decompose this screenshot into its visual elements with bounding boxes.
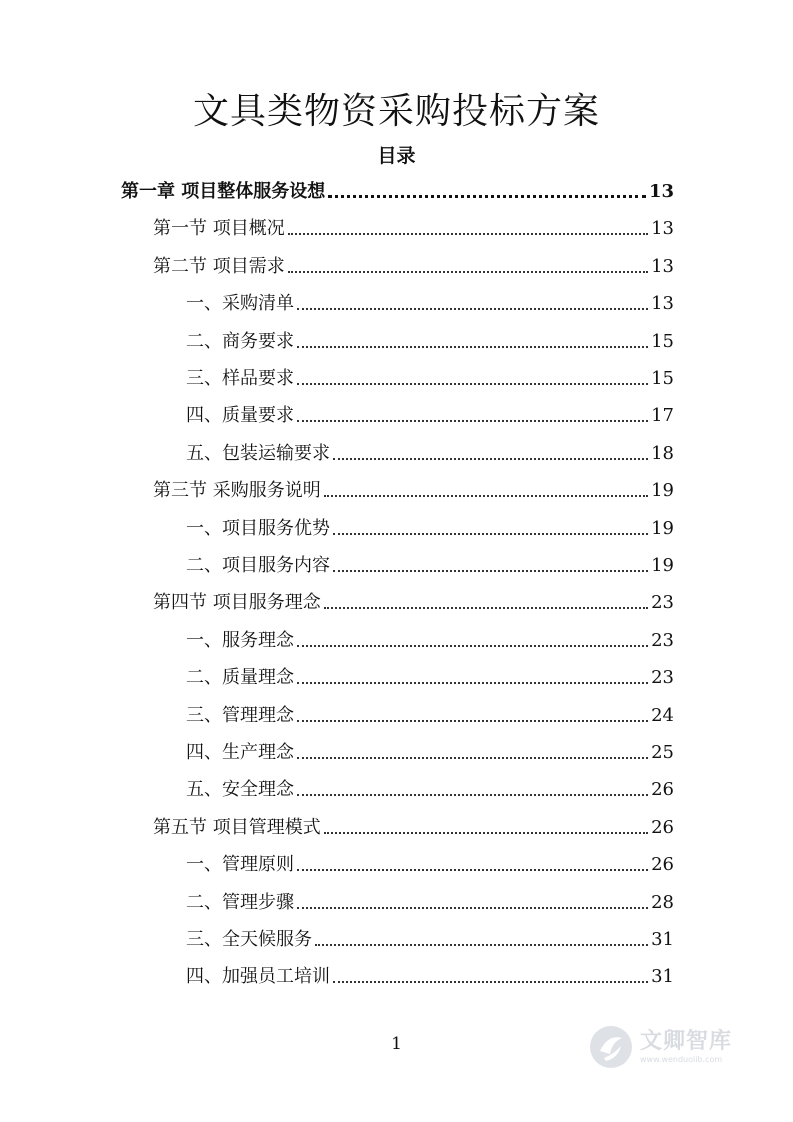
toc-dot-leader bbox=[297, 682, 648, 684]
toc-entry-page: 15 bbox=[651, 368, 674, 389]
toc-entry-label: 二、商务要求 bbox=[186, 330, 294, 352]
toc-entry-page: 23 bbox=[651, 592, 674, 614]
toc-dot-leader bbox=[288, 271, 648, 273]
toc-entry-label: 二、项目服务内容 bbox=[186, 555, 330, 576]
toc-entry[interactable] bbox=[186, 702, 674, 728]
toc-entry-page: 23 bbox=[651, 629, 674, 651]
toc-entry-label: 三、管理理念 bbox=[186, 704, 294, 726]
toc-entry[interactable] bbox=[186, 365, 674, 391]
toc-entry-label: 四、加强员工培训 bbox=[186, 966, 330, 988]
toc-entry[interactable] bbox=[186, 776, 674, 802]
toc-dot-leader bbox=[333, 981, 648, 983]
watermark-url: www.wenduolib.com bbox=[640, 1055, 723, 1064]
toc-entry-label: 第三节 采购服务说明 bbox=[153, 480, 321, 502]
toc-entry-page: 26 bbox=[651, 816, 674, 838]
toc-entry-page: 25 bbox=[651, 742, 674, 763]
toc-entry-page: 13 bbox=[651, 255, 674, 277]
toc-entry[interactable] bbox=[186, 290, 674, 316]
toc-entry-page: 31 bbox=[651, 929, 674, 950]
toc-entry-page: 24 bbox=[651, 704, 674, 726]
toc-dot-leader bbox=[333, 533, 648, 535]
toc-entry[interactable] bbox=[186, 963, 674, 989]
toc-dot-leader bbox=[297, 869, 648, 871]
toc-entry-label: 第四节 项目服务理念 bbox=[153, 592, 321, 614]
toc-entry-label: 一、采购清单 bbox=[186, 293, 294, 315]
toc-dot-leader bbox=[324, 832, 648, 834]
toc-entry-page: 15 bbox=[651, 330, 674, 352]
toc-entry[interactable] bbox=[121, 178, 674, 204]
toc-entry[interactable] bbox=[186, 739, 674, 765]
toc-entry-page: 28 bbox=[651, 891, 674, 913]
toc-dot-leader bbox=[297, 757, 648, 759]
toc-entry-label: 二、质量理念 bbox=[186, 667, 294, 689]
toc-entry-label: 第五节 项目管理模式 bbox=[153, 816, 321, 838]
toc-entry[interactable] bbox=[153, 814, 674, 840]
toc-entry[interactable] bbox=[186, 402, 674, 428]
toc-entry-label: 二、管理步骤 bbox=[186, 891, 294, 913]
toc-entry-page: 13 bbox=[648, 181, 674, 202]
toc-heading: 目录 bbox=[377, 145, 416, 167]
toc-dot-leader bbox=[297, 645, 648, 647]
toc-entry-label: 一、项目服务优势 bbox=[186, 517, 330, 539]
toc-entry[interactable] bbox=[153, 253, 674, 279]
toc-entry-page: 26 bbox=[651, 779, 674, 801]
toc-dot-leader bbox=[328, 195, 646, 198]
toc-entry-page: 13 bbox=[651, 218, 674, 240]
toc-entry-page: 17 bbox=[651, 405, 674, 427]
toc-entry[interactable] bbox=[153, 477, 674, 503]
toc-entry[interactable] bbox=[186, 328, 674, 354]
toc-dot-leader bbox=[297, 794, 648, 796]
toc-entry-page: 26 bbox=[651, 854, 674, 876]
toc-entry[interactable] bbox=[186, 440, 674, 466]
watermark-logo-icon bbox=[588, 1024, 634, 1070]
toc-entry[interactable] bbox=[186, 664, 674, 690]
toc-entry-label: 一、管理原则 bbox=[186, 854, 294, 876]
watermark-name: 文卿智库 bbox=[640, 1029, 733, 1054]
toc-entry-label: 第一章 项目整体服务设想 bbox=[121, 181, 326, 202]
page-number: 1 bbox=[391, 1034, 402, 1054]
toc-dot-leader bbox=[297, 420, 648, 422]
toc-entry-label: 五、包装运输要求 bbox=[186, 442, 330, 464]
toc-entry-page: 23 bbox=[651, 667, 674, 689]
toc-dot-leader bbox=[333, 570, 648, 572]
toc-entry-label: 三、样品要求 bbox=[186, 368, 294, 389]
toc-entry-label: 四、质量要求 bbox=[186, 405, 294, 427]
toc-dot-leader bbox=[333, 458, 648, 460]
watermark bbox=[588, 1022, 758, 1072]
toc-dot-leader bbox=[297, 383, 648, 385]
toc-entry-label: 第一节 项目概况 bbox=[153, 218, 285, 240]
toc-entry-page: 19 bbox=[651, 555, 674, 576]
toc-dot-leader bbox=[297, 907, 648, 909]
toc-dot-leader bbox=[288, 233, 648, 235]
toc-dot-leader bbox=[315, 944, 648, 946]
toc-entry[interactable] bbox=[153, 215, 674, 241]
document-title: 文具类物资采购投标方案 bbox=[192, 91, 600, 132]
toc-dot-leader bbox=[297, 308, 648, 310]
toc-dot-leader bbox=[324, 495, 648, 497]
toc-dot-leader bbox=[297, 346, 648, 348]
toc-entry[interactable] bbox=[186, 552, 674, 578]
toc-entry-label: 五、安全理念 bbox=[186, 779, 294, 801]
toc-entry[interactable] bbox=[186, 926, 674, 952]
toc-entry-page: 19 bbox=[651, 480, 674, 502]
toc-entry-page: 19 bbox=[651, 517, 674, 539]
toc-dot-leader bbox=[324, 607, 648, 609]
toc-entry[interactable] bbox=[186, 515, 674, 541]
toc-entry-label: 三、全天候服务 bbox=[186, 929, 312, 950]
toc-entry[interactable] bbox=[186, 851, 674, 877]
toc-dot-leader bbox=[297, 720, 648, 722]
toc-entry-label: 四、生产理念 bbox=[186, 742, 294, 763]
toc-entry-page: 18 bbox=[651, 442, 674, 464]
toc-entry[interactable] bbox=[186, 889, 674, 915]
toc-entry-page: 13 bbox=[651, 293, 674, 315]
toc-entry[interactable] bbox=[186, 627, 674, 653]
toc-entry-label: 第二节 项目需求 bbox=[153, 255, 285, 277]
toc-entry[interactable] bbox=[153, 589, 674, 615]
toc-entry-page: 31 bbox=[651, 966, 674, 988]
toc-entry-label: 一、服务理念 bbox=[186, 629, 294, 651]
